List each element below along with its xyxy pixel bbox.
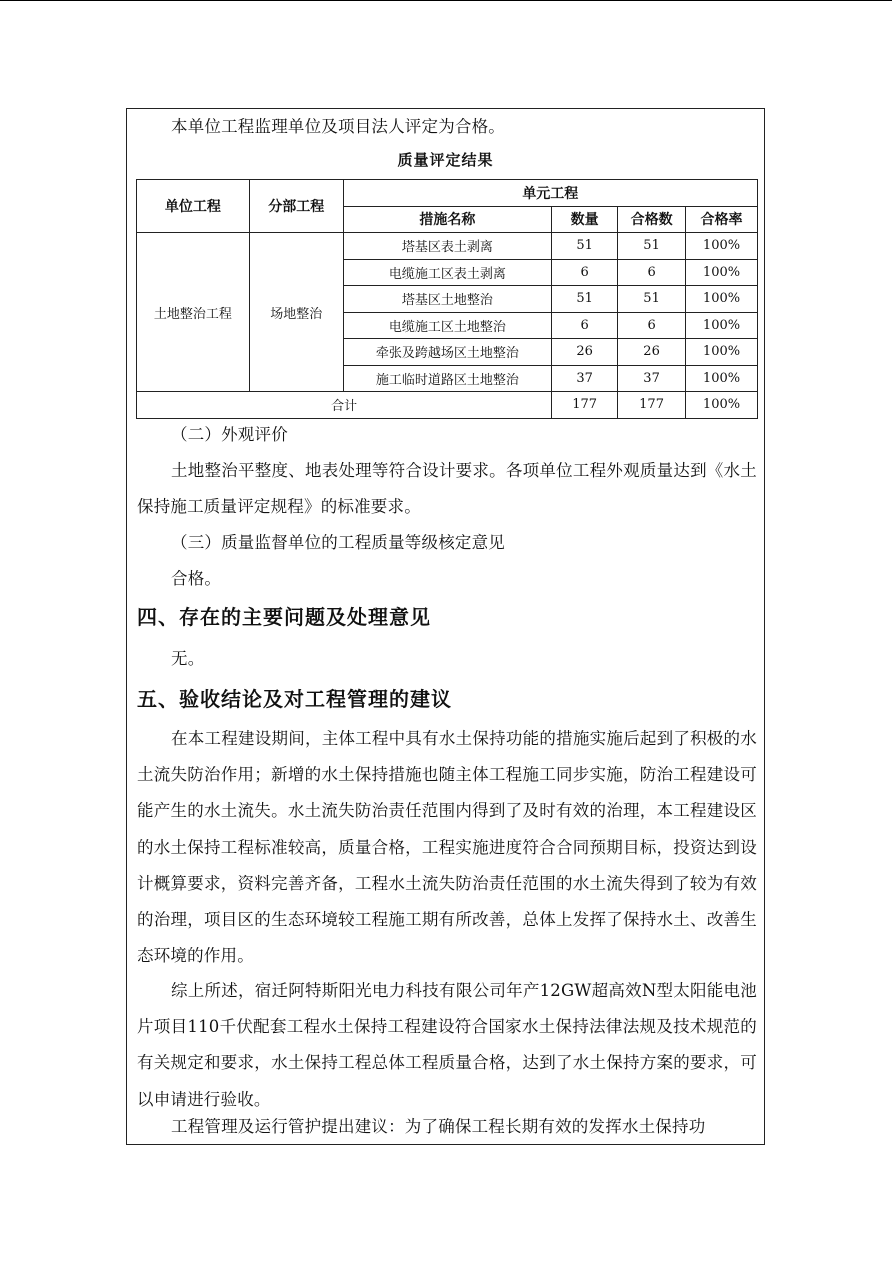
supervision-title: （三）质量监督单位的工程质量等级核定意见	[171, 533, 505, 552]
cell-qualified: 37	[618, 365, 686, 392]
section5-paragraph-3: 工程管理及运行管护提出建议：为了确保工程长期有效的发挥水土保持功	[171, 1117, 706, 1136]
appearance-text: 土地整治平整度、地表处理等符合设计要求。各项单位工程外观质量达到《水土保持施工质量评定规程》的标准要求。	[137, 461, 757, 516]
header-measure-name: 措施名称	[343, 206, 552, 233]
cell-measure-name: 电缆施工区土地整治	[343, 312, 552, 339]
cell-qualified: 51	[618, 233, 686, 260]
header-qualified: 合格数	[618, 206, 686, 233]
cell-rate: 100%	[686, 286, 758, 313]
page-top-rule	[0, 0, 892, 1]
cell-measure-name: 塔基区表土剥离	[343, 233, 552, 260]
cell-quantity: 26	[552, 339, 618, 366]
cell-measure-name: 施工临时道路区土地整治	[343, 365, 552, 392]
total-row	[137, 392, 758, 419]
cell-unit-project: 土地整治工程	[137, 233, 250, 392]
header-element-project: 单元工程	[343, 180, 757, 207]
header-quantity: 数量	[552, 206, 618, 233]
table-row	[137, 233, 758, 260]
cell-rate: 100%	[686, 233, 758, 260]
cell-qualified: 26	[618, 339, 686, 366]
cell-measure-name: 牵张及跨越场区土地整治	[343, 339, 552, 366]
header-rate: 合格率	[686, 206, 758, 233]
section4-text: 无。	[171, 649, 205, 668]
header-unit-project: 单位工程	[137, 180, 250, 233]
header-sub-project: 分部工程	[249, 180, 343, 233]
cell-rate: 100%	[686, 339, 758, 366]
cell-qualified: 6	[618, 312, 686, 339]
cell-quantity: 6	[552, 259, 618, 286]
section5-heading: 五、验收结论及对工程管理的建议	[137, 687, 452, 711]
intro-text: 本单位工程监理单位及项目法人评定为合格。	[171, 117, 505, 136]
cell-quantity: 37	[552, 365, 618, 392]
cell-rate: 100%	[686, 365, 758, 392]
section5-paragraph-1: 在本工程建设期间，主体工程中具有水土保持功能的措施实施后起到了积极的水土流失防治作用；新增的水土保持措施也随主体工程施工同步实施，防治工程建设可能产生的水土流失。水土流失防治责任范围内得到了及时有效的治理，本工程建设区的水土保持工程标准较高，质量合格，工程实施进度符合合同预期目标，投资达到设计概算要求，资料完善齐备，工程水土流失防治责任范围的水土流失得到了较为有效的治理，项目区的生态环境较工程施工期有所改善，总体上发挥了保持水土、改善生态环境的作用。	[137, 729, 757, 966]
section5-paragraph-2: 综上所述，宿迁阿特斯阳光电力科技有限公司年产12GW超高效N型太阳能电池片项目110千伏配套工程水土保持工程建设符合国家水土保持法律法规及技术规范的有关规定和要求，水土保持工程总体工程质量合格，达到了水土保持方案的要求，可以申请进行验收。	[137, 981, 757, 1109]
section4-heading: 四、存在的主要问题及处理意见	[137, 605, 431, 629]
cell-total-rate: 100%	[686, 392, 758, 419]
cell-total-quantity: 177	[552, 392, 618, 419]
cell-measure-name: 塔基区土地整治	[343, 286, 552, 313]
cell-rate: 100%	[686, 312, 758, 339]
cell-quantity: 6	[552, 312, 618, 339]
document-frame	[126, 108, 765, 1145]
cell-qualified: 51	[618, 286, 686, 313]
cell-quantity: 51	[552, 286, 618, 313]
appearance-title: （二）外观评价	[171, 425, 288, 444]
cell-measure-name: 电缆施工区表土剥离	[343, 259, 552, 286]
cell-total-label: 合计	[137, 392, 552, 419]
cell-sub-project: 场地整治	[249, 233, 343, 392]
table-caption: 质量评定结果	[397, 151, 494, 169]
cell-qualified: 6	[618, 259, 686, 286]
cell-rate: 100%	[686, 259, 758, 286]
header-row	[137, 180, 758, 207]
supervision-text: 合格。	[171, 569, 222, 588]
cell-total-qualified: 177	[618, 392, 686, 419]
quality-table	[136, 179, 758, 419]
cell-quantity: 51	[552, 233, 618, 260]
